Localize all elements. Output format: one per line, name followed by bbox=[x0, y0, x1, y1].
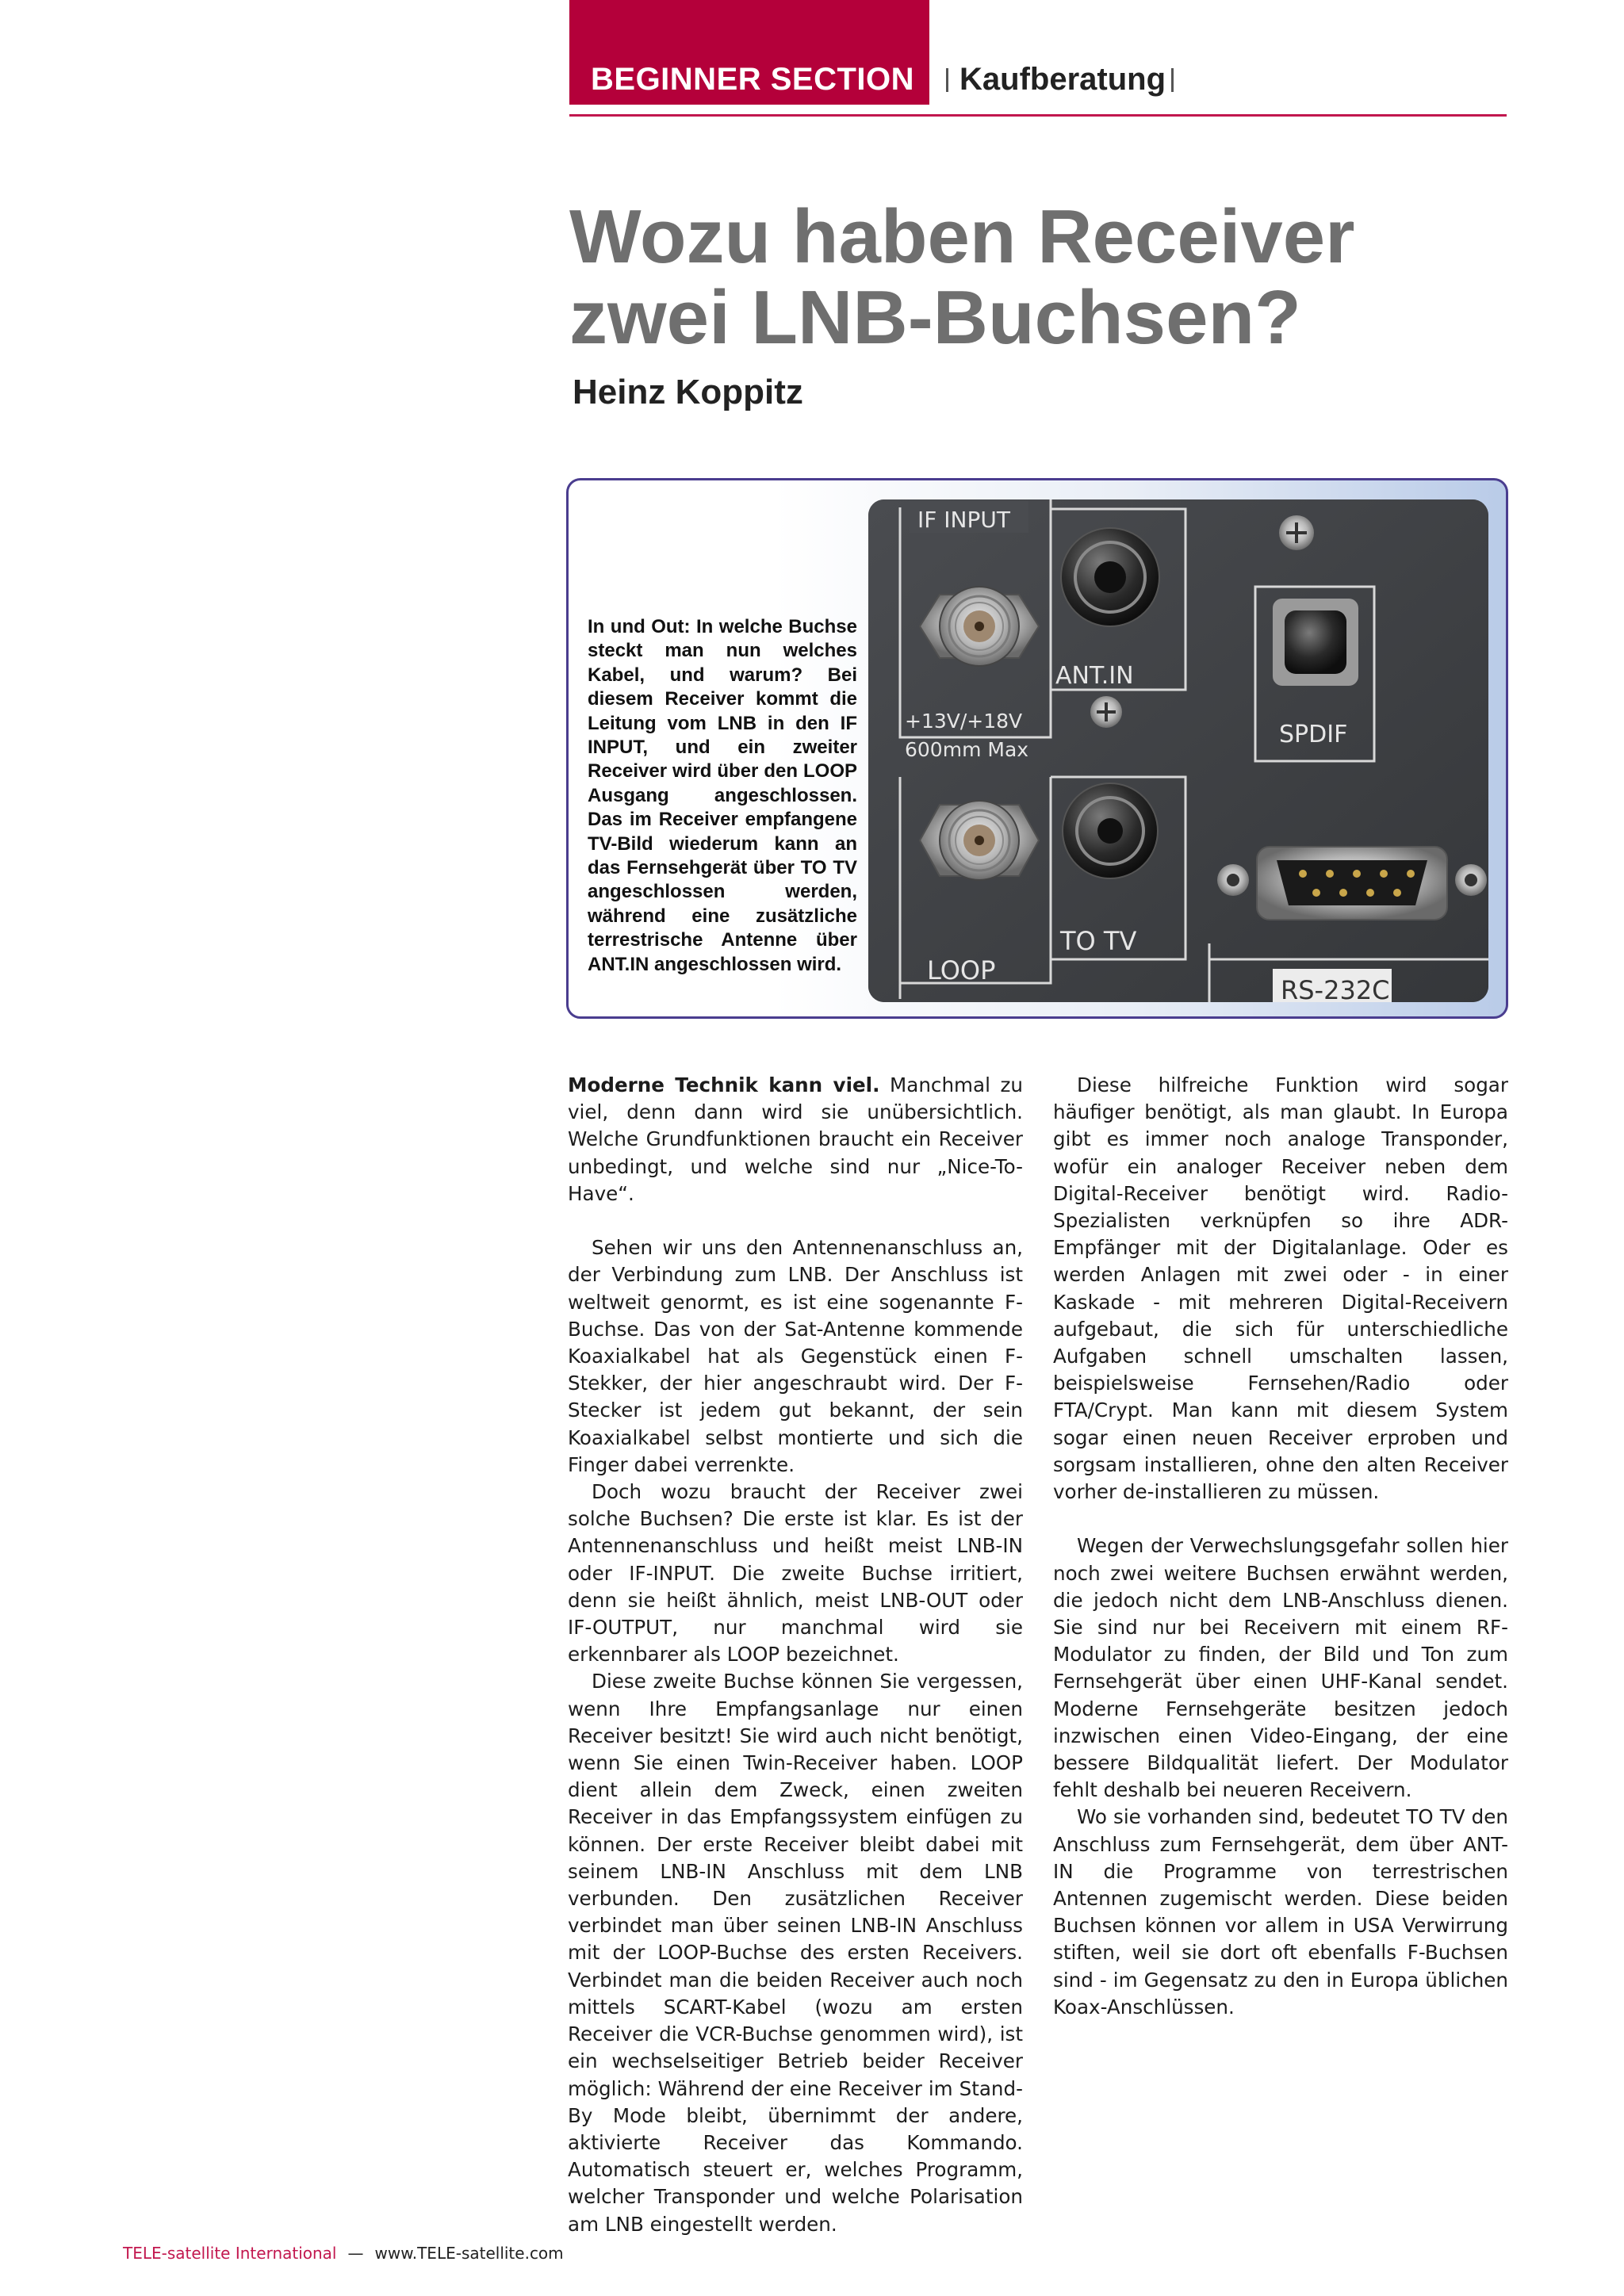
header-rule bbox=[569, 114, 1507, 117]
screw-icon bbox=[1279, 515, 1314, 550]
article-title bbox=[569, 194, 1521, 360]
body-column-2 bbox=[1053, 1072, 1508, 2021]
subsection-label: Kaufberatung bbox=[959, 62, 1166, 97]
header-divider-end bbox=[1171, 68, 1174, 92]
to-tv-label: TO TV bbox=[1060, 926, 1137, 956]
rs232-label: RS-232C bbox=[1281, 975, 1390, 1002]
footer-brand: TELE-satellite International bbox=[123, 2244, 337, 2263]
if-input-label: IF INPUT bbox=[917, 507, 1010, 533]
footer-url-link[interactable]: www.TELE-satellite.com bbox=[374, 2244, 564, 2263]
paragraph: Wo sie vorhanden sind, bedeutet TO TV den Anschluss zum Fernsehgerät, dem über ANT-IN die Programme von terrestrischen Antennen zugemischt werden. Diese beiden Buchsen können vor allem in USA Verwirrung stiften, weil sie dort oft ebenfalls F-Buchsen sind - im Gegensatz zu den in Europa üblichen Koax-Anschlüssen. bbox=[1053, 1805, 1508, 2019]
paragraph-text: Manchmal zu viel, denn dann wird sie unübersichtlich. Welche Grundfunktionen braucht ein Receiver unbedingt, und welche sind nur „Nice-To-Have“. bbox=[568, 1073, 1023, 1205]
max-label: 600mm Max bbox=[905, 738, 1029, 761]
title-line-2: zwei LNB-Buchsen? bbox=[569, 275, 1301, 360]
spdif-label: SPDIF bbox=[1279, 721, 1348, 748]
section-label: BEGINNER SECTION bbox=[591, 62, 915, 97]
voltage-label: +13V/+18V bbox=[905, 710, 1023, 733]
loop-connector bbox=[920, 801, 1039, 880]
serial-port-connector bbox=[1217, 847, 1487, 920]
body-column-1 bbox=[568, 1072, 1023, 2238]
header-divider bbox=[946, 68, 948, 92]
footer-separator: — bbox=[347, 2244, 364, 2263]
paragraph: Doch wozu braucht der Receiver zwei solche Buchsen? Die erste ist klar. Es ist der Antennenanschluss und heißt meist LNB-IN oder IF-INPUT. Die zweite Buchse irritiert, denn sie heißt ähnlich, meist LNB-OUT oder IF-OUTPUT, nur manchmal wird sie erkennbarer als LOOP bezeichnet. bbox=[568, 1480, 1023, 1667]
page-footer bbox=[123, 2244, 564, 2263]
paragraph: Diese hilfreiche Funktion wird sogar häufiger benötigt, als man glaubt. In Europa gibt es immer noch analoge Transponder, wofür ein analoger Receiver neben dem Digital-Receiver benötigt wird. Radio-Spezialisten verknüpfen so ihre ADR-Empfänger mit der Digitalanlage. Oder es werden Anlagen mit zwei oder - in einer Kaskade - mit mehreren Digital-Receivern aufgebaut, die sich für unterschiedliche Aufgaben schnell umschalten lassen, beispielsweise Fernsehen/Radio oder FTA/Crypt. Man kann mit diesem System sogar einen neuen Receiver erproben und sorgsam installieren, ohne den alten Receiver vorher de-installieren zu müssen. bbox=[1053, 1073, 1508, 1504]
paragraph-lead: Moderne Technik kann viel. bbox=[568, 1073, 880, 1096]
figure-box bbox=[566, 478, 1508, 1019]
paragraph: Sehen wir uns den Antennenanschluss an, der Verbindung zum LNB. Der Anschluss ist weltweit genormt, es ist eine sogenannte F-Buchse. Das von der Sat-Antenne kommende Koaxialkabel hat als Gegenstück einen F-Stekker, der hier angeschraubt wird. Der F-Stecker ist jedem gut bekannt, der sein Koaxialkabel selbst montierte und sich die Finger dabei verrenkte. bbox=[568, 1236, 1023, 1476]
if-input-connector bbox=[920, 587, 1039, 666]
article-author: Heinz Koppitz bbox=[573, 373, 803, 411]
paragraph bbox=[568, 1072, 1023, 1207]
loop-label: LOOP bbox=[927, 955, 996, 985]
receiver-back-panel-photo bbox=[868, 499, 1488, 1002]
figure-caption: In und Out: In welche Buchse steckt man nun welches Kabel, und warum? Bei diesem Receiver kommt die Leitung vom LNB in den IF INPUT, und ein zweiter Receiver wird über den LOOP Ausgang angeschlossen. Das im Receiver empfangene TV-Bild wiederum kann an das Fernsehgerät über TO TV angeschlossen werden, während eine zusätzliche terrestrische Antenne über ANT.IN angeschlossen wird. bbox=[588, 616, 857, 975]
paragraph: Wegen der Verwechslungsgefahr sollen hier noch zwei weitere Buchsen erwähnt werden, die jedoch nicht dem LNB-Anschluss dienen. Sie sind nur bei Receivern mit einem RF-Modulator zu finden, der Bild und Ton zum Fernsehgerät über einen UHF-Kanal sendet. Moderne Fernsehgeräte besitzen jedoch inzwischen einen Video-Eingang, der eine bessere Bildqualität liefert. Der Modulator fehlt deshalb bei neueren Receivern. bbox=[1053, 1534, 1508, 1802]
title-line-1: Wozu haben Receiver bbox=[569, 194, 1355, 279]
paragraph: Diese zweite Buchse können Sie vergessen, wenn Ihre Empfangsanlage nur einen Receiver besitzt! Sie wird auch nicht benötigt, wenn Sie einen Twin-Receiver haben. LOOP dient allein dem Zweck, einen zweiten Receiver in das Empfangssystem einfügen zu können. Der erste Receiver bleibt dabei mit seinem LNB-IN Anschluss mit dem LNB verbunden. Den zusätzlichen Receiver verbindet man über seinen LNB-IN Anschluss mit der LOOP-Buchse des ersten Receivers. Verbindet man die beiden Receiver auch noch mittels SCART-Kabel (wozu am ersten Receiver die VCR-Buchse genommen wird), ist ein wechselseitiger Betrieb beider Receiver möglich: Während der eine Receiver im Stand-By Mode bleibt, übernimmt der andere, aktivierte Receiver das Kommando. Automatisch steuert er, welches Programm, welcher Transponder und welche Polarisation am LNB eingestellt werden. bbox=[568, 1670, 1023, 2236]
ant-in-connector bbox=[1061, 528, 1159, 626]
screw-icon bbox=[1090, 696, 1122, 728]
ant-in-label: ANT.IN bbox=[1055, 662, 1134, 690]
to-tv-connector bbox=[1063, 783, 1158, 878]
